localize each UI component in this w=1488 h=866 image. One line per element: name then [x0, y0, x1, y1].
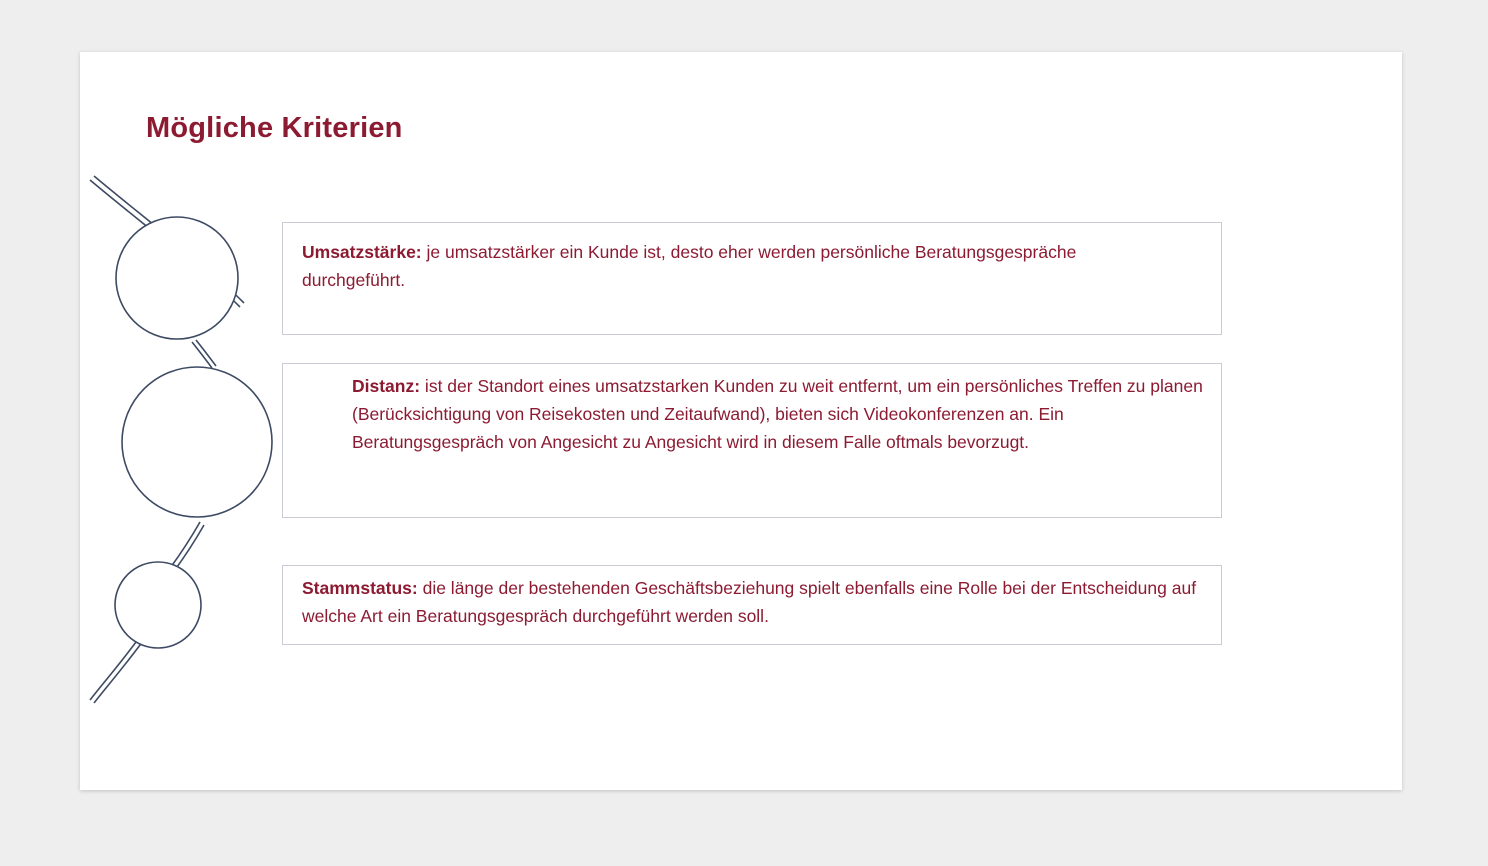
- criteria-item-label-3: Stammstatus:: [302, 578, 418, 598]
- criteria-item-text-1: [302, 238, 1102, 294]
- criteria-list: [80, 52, 1402, 790]
- criteria-item-body-3: die länge der bestehenden Geschäftsbeziehung spielt ebenfalls eine Rolle bei der Entscheidung auf welche Art ein Beratungsgespräch durchgeführt werden soll.: [302, 578, 1197, 626]
- criteria-item-label-2: Distanz:: [352, 376, 421, 396]
- page-title: Mögliche Kriterien: [146, 112, 403, 144]
- slide-canvas: [80, 52, 1402, 790]
- criteria-item-body-2: ist der Standort eines umsatzstarken Kunden zu weit entfernt, um ein persönliches Treffen zu planen (Berücksichtigung von Reisekosten und Zeitaufwand), bieten sich Videokonferenzen an. Ein Beratungsgespräch von Angesicht zu Angesicht wird in diesem Falle oftmals bevorzugt.: [352, 376, 1203, 452]
- criteria-item-text-3: [302, 574, 1222, 630]
- criteria-item-text-2: [352, 372, 1212, 456]
- criteria-item-body-1: je umsatzstärker ein Kunde ist, desto eher werden persönliche Beratungsgespräche durchgeführt.: [302, 242, 1077, 290]
- criteria-item-label-1: Umsatzstärke:: [302, 242, 422, 262]
